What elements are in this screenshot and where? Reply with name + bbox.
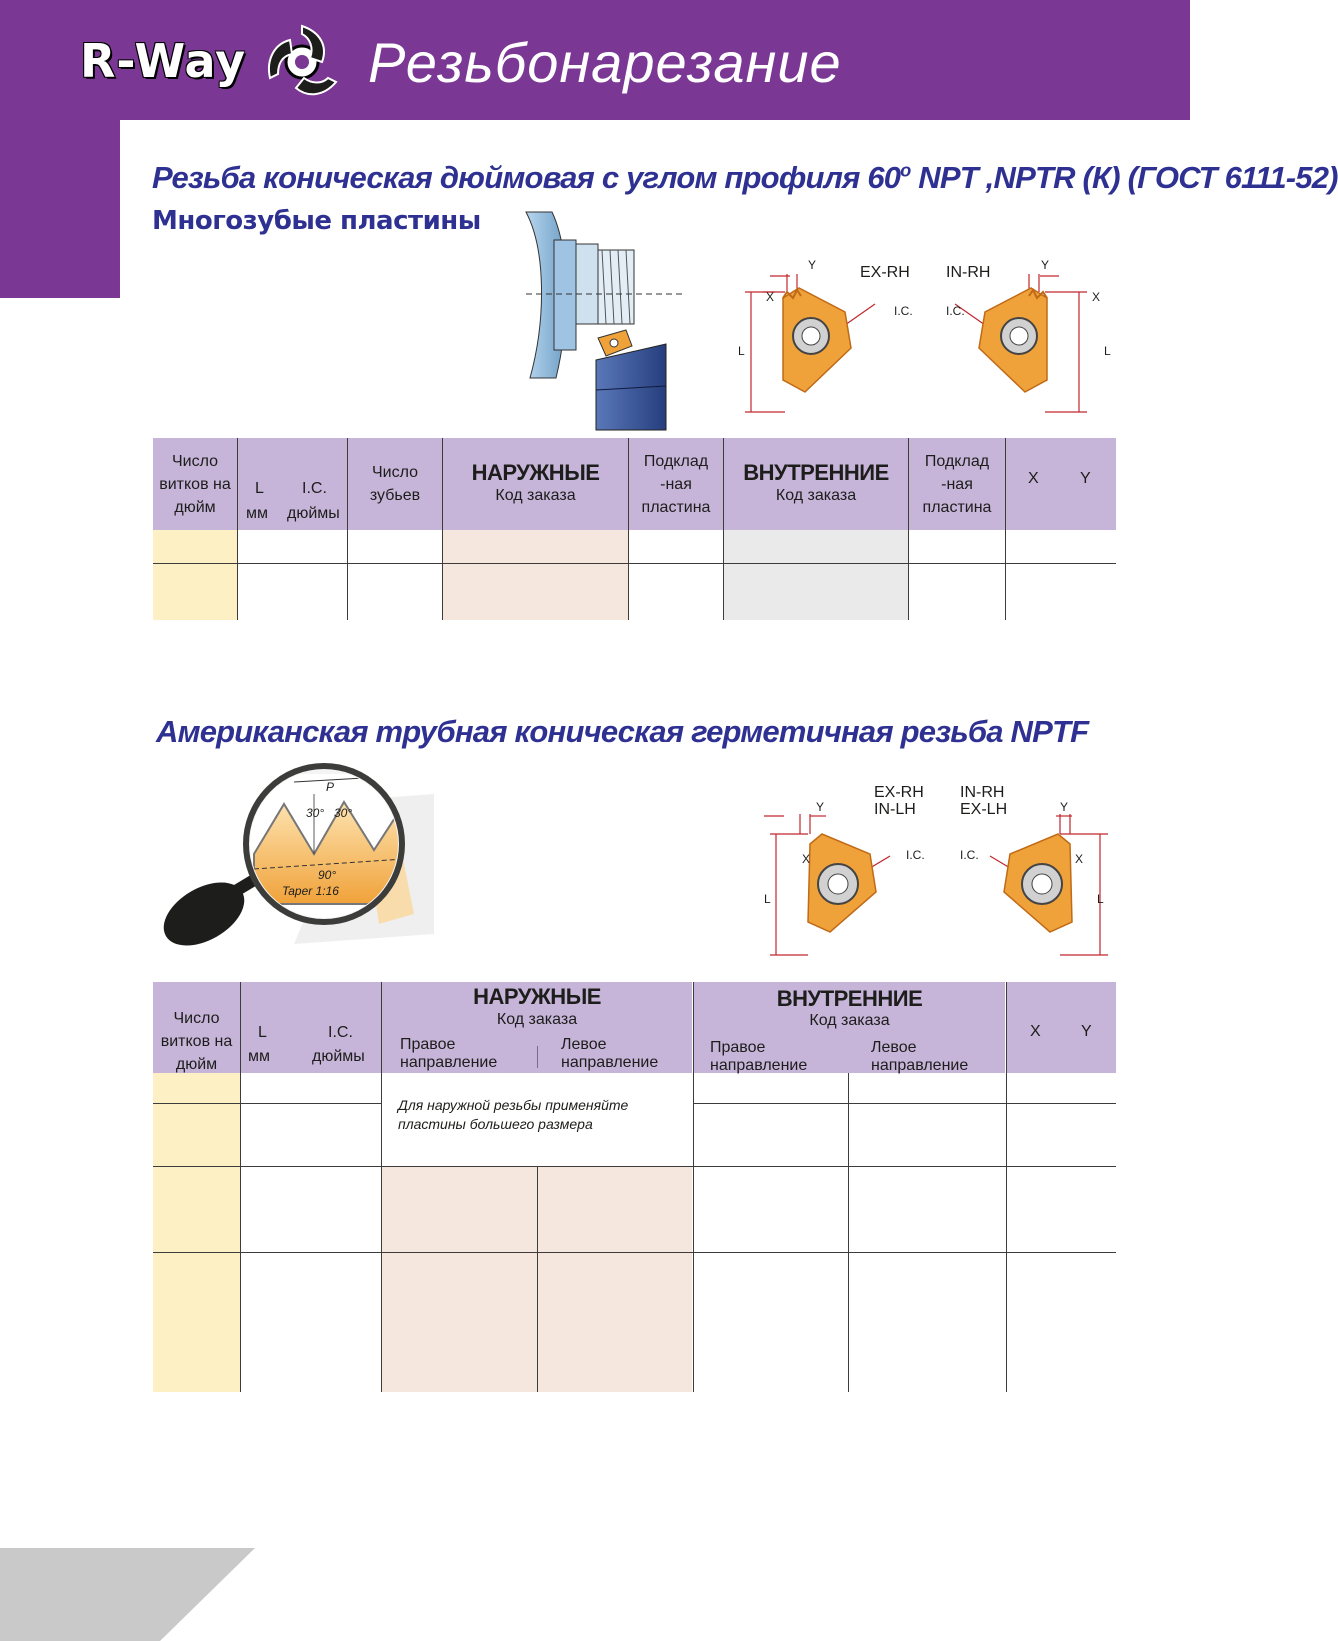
table1-inner-fill: [724, 530, 908, 620]
table1-header-y: Y: [1080, 470, 1091, 487]
diagram2-x-right: X: [1075, 852, 1084, 866]
table2-vline: [537, 1166, 538, 1392]
insert-diagram-2: [760, 800, 1120, 970]
table2-vline: [381, 982, 382, 1392]
footer-band: [0, 1548, 1190, 1641]
table1-outer-fill: [443, 530, 628, 620]
diagram2-ex-label: [874, 784, 924, 818]
diagram2-ic-right: I.C.: [960, 848, 979, 862]
table1-header-outer-title: НАРУЖНЫЕ: [471, 460, 600, 485]
diagram1-ic-right: I.C.: [946, 304, 965, 318]
table1-header-xy: [1006, 438, 1116, 530]
section1-title-suffix: NPT ,NPTR (К) (ГОСТ 6111-52): [910, 160, 1338, 195]
table2-row-divider: [153, 1103, 382, 1104]
table2-threads-fill: [153, 1073, 240, 1392]
machining-illustration: [526, 210, 686, 430]
diagram1-l-right: L: [1104, 344, 1111, 358]
section2-title: Американская трубная коническая герметичная резьба NPTF: [156, 714, 1089, 749]
magnifier-angle2: 30°: [334, 806, 353, 820]
table1-header-l: L: [255, 480, 264, 497]
table2-vline: [693, 982, 694, 1392]
magnifier-p: P: [326, 780, 335, 794]
diagram2-in-bottom: EX-LH: [960, 801, 1008, 818]
diagram2-in-top: IN-RH: [960, 784, 1005, 801]
magnifier-illustration: [164, 774, 454, 964]
diagram2-y-right: Y: [1060, 800, 1069, 814]
table1-vline: [1005, 438, 1006, 620]
table1-header-inner-sub: Код заказа: [775, 487, 857, 504]
table1-threads-fill: [153, 530, 237, 620]
table2-header-outer-sub: Код заказа: [496, 1011, 578, 1028]
diagram2-y-left: Y: [816, 800, 825, 814]
table1-vline: [908, 438, 909, 620]
table1-vline: [628, 438, 629, 620]
section1-title-main: Резьба коническая дюймовая с углом профиля 60: [152, 160, 901, 195]
table1-vline: [347, 438, 348, 620]
table2-vline: [240, 982, 241, 1392]
diagram1-ic-left: I.C.: [894, 304, 913, 318]
diagram2-ic-left: I.C.: [906, 848, 925, 862]
table2-note: Для наружной резьбы применяйте пластины большего размера: [398, 1097, 629, 1132]
diagram1-ex-label: EX-RH: [860, 264, 910, 281]
table2-row-divider: [694, 1103, 1116, 1104]
table1-header-threads: Число витков на дюйм: [153, 438, 237, 530]
table2-header-inner-sub: Код заказа: [809, 1012, 890, 1029]
table2-header-y: Y: [1081, 1023, 1092, 1040]
diagram1-x-left: X: [766, 290, 775, 304]
diagram1-y-right: Y: [1041, 258, 1050, 272]
table2-header-inner-left: Левое направление: [871, 1039, 969, 1074]
table1-vline: [237, 438, 238, 620]
diagram1-l-left: L: [738, 344, 745, 358]
logo-text: R-Way: [80, 34, 247, 88]
table1-header-inner: [724, 438, 908, 530]
section1-title: [152, 160, 1338, 196]
logo-emblem-icon: [262, 22, 342, 102]
table2-header-outer-title: НАРУЖНЫЕ: [473, 984, 601, 1009]
table1-header-ic-unit: дюймы: [287, 505, 340, 522]
table2-header-inner-title: ВНУТРЕННИЕ: [776, 986, 923, 1011]
table1-vline: [723, 438, 724, 620]
table1-header-outer-sub: Код заказа: [495, 487, 576, 504]
table1-header-ic: I.C.: [302, 480, 327, 497]
table2-header-outer-left: Левое направление: [561, 1036, 659, 1071]
table2-header-x: X: [1030, 1023, 1041, 1040]
diagram2-l-right: L: [1097, 892, 1104, 906]
magnifier-taper: Taper 1:16: [282, 884, 339, 898]
table2-row-divider: [153, 1166, 1116, 1167]
table2-header-l-unit: мм: [248, 1048, 270, 1065]
diagram2-x-left: X: [802, 852, 811, 866]
table2-header-outer-divider: [537, 1046, 538, 1068]
diagram1-y-left: Y: [808, 258, 817, 272]
diagram1-in-label: IN-RH: [946, 264, 991, 281]
magnifier-angle3: 90°: [318, 868, 337, 882]
diagram1-x-right: X: [1092, 290, 1101, 304]
table1-header-x: X: [1028, 470, 1039, 487]
table1-header-shim2: Подклад -ная пластина: [909, 438, 1005, 530]
table1-header-outer: [443, 438, 628, 530]
table2-header-outer-right: Правое направление: [400, 1036, 498, 1071]
table1-row-divider: [153, 563, 1116, 564]
table2-header-ic-unit: дюймы: [312, 1048, 365, 1065]
diagram2-l-left: L: [764, 892, 771, 906]
table2-header-threads: Число витков на дюйм: [153, 982, 240, 1073]
diagram2-in-label: [960, 784, 1007, 818]
table2-header-l: L: [258, 1024, 267, 1041]
table1-header-inner-title: ВНУТРЕННИЕ: [743, 460, 889, 485]
table1-header-shim1: Подклад -ная пластина: [629, 438, 723, 530]
table2-header-inner-right: Правое направление: [710, 1039, 808, 1074]
table2-row-divider: [153, 1252, 1116, 1253]
section1-subtitle: Многозубые пластины: [152, 206, 481, 236]
magnifier-angle1: 30°: [306, 806, 325, 820]
table2-vline: [848, 1073, 849, 1392]
table1-header-teeth: Число зубьев: [348, 438, 442, 530]
diagram2-ex-bottom: IN-LH: [874, 801, 916, 818]
table2-vline: [1006, 982, 1007, 1392]
header-title: Резьбонарезание: [368, 31, 842, 94]
table2-header-xy: [1007, 982, 1116, 1073]
insert-diagram-1: [735, 252, 1115, 422]
section1-title-degree: o: [900, 160, 911, 181]
diagram2-ex-top: EX-RH: [874, 784, 924, 801]
table1-vline: [442, 438, 443, 620]
table2-header-ic: I.C.: [328, 1024, 353, 1041]
table1-header-l-unit: мм: [246, 505, 268, 522]
